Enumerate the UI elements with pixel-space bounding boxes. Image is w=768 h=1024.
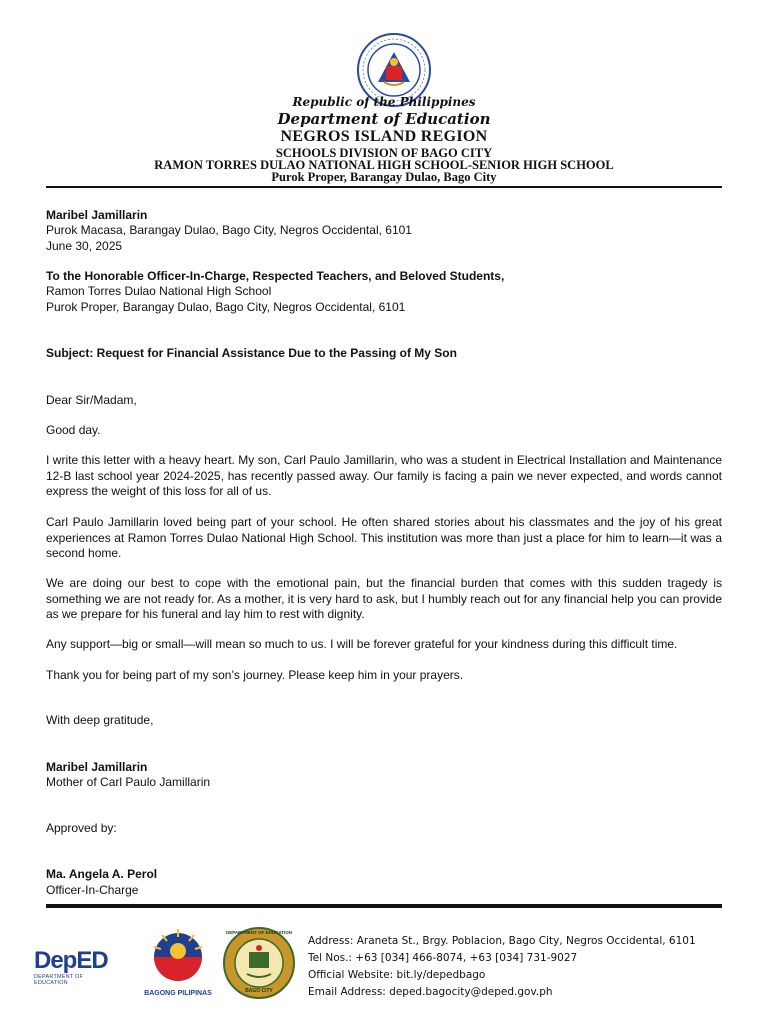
approval-label: Approved by: bbox=[46, 821, 117, 835]
footer-address: Address: Araneta St., Brgy. Poblacion, Bago City, Negros Occidental, 6101 bbox=[308, 935, 696, 947]
footer-divider bbox=[46, 904, 722, 908]
approver-name: Ma. Angela A. Perol bbox=[46, 867, 158, 881]
division-seal-top-text: DEPARTMENT OF EDUCATION bbox=[225, 930, 293, 935]
recipient-line: To the Honorable Officer-In-Charge, Respected Teachers, and Beloved Students, bbox=[46, 269, 505, 283]
division-seal-bottom-text: BAGO CITY bbox=[245, 988, 273, 994]
division-seal bbox=[222, 926, 296, 1000]
signatory-role: Mother of Carl Paulo Jamillarin bbox=[46, 775, 211, 789]
body-paragraph-3: We are doing our best to cope with the emotional pain, but the financial burden that comes with this sudden tragedy is something we are not ready for. As a mother, it is very hard to ask, but I humbly reach out for any financial help you can provide as we prepare for his funeral and lay him to rest with dignity. bbox=[46, 576, 722, 621]
location-heading: Purok Proper, Barangay Dulao, Bago City bbox=[271, 170, 497, 184]
footer-website[interactable]: Official Website: bit.ly/depedbago bbox=[308, 969, 486, 981]
approver-role: Officer-In-Charge bbox=[46, 883, 139, 897]
deped-logo bbox=[34, 948, 118, 996]
department-heading: Department of Education bbox=[277, 110, 491, 128]
footer-email[interactable]: Email Address: deped.bagocity@deped.gov.ph bbox=[308, 986, 553, 998]
opening-line: Good day. bbox=[46, 423, 101, 437]
bagong-pilipinas-emblem-icon bbox=[140, 925, 216, 985]
bagong-pilipinas-logo bbox=[140, 925, 216, 995]
school-heading: RAMON TORRES DULAO NATIONAL HIGH SCHOOL-SENIOR HIGH SCHOOL bbox=[154, 158, 614, 172]
sender-name: Maribel Jamillarin bbox=[46, 208, 148, 222]
recipient-address: Purok Proper, Barangay Dulao, Bago City, Negros Occidental, 6101 bbox=[46, 300, 406, 314]
deped-subtext: DEPARTMENT OF EDUCATION bbox=[34, 974, 84, 986]
sender-address: Purok Macasa, Barangay Dulao, Bago City, Negros Occidental, 6101 bbox=[46, 223, 412, 237]
footer-telephone: Tel Nos.: +63 [034] 466-8074, +63 [034] 731-9027 bbox=[308, 952, 578, 964]
signatory-name: Maribel Jamillarin bbox=[46, 760, 148, 774]
division-heading: SCHOOLS DIVISION OF BAGO CITY bbox=[275, 146, 493, 160]
bagong-pilipinas-text: BAGONG PILIPINAS bbox=[144, 990, 212, 997]
header-divider bbox=[46, 186, 722, 188]
closing-line: With deep gratitude, bbox=[46, 713, 154, 727]
republic-heading: Republic of the Philippines bbox=[292, 95, 476, 109]
body-paragraph-2: Carl Paulo Jamillarin loved being part of your school. He often shared stories about his classmates and the joy of his great experiences at Ramon Torres Dulao National High School. This institution was more than just a place for him to learn—it was a second home. bbox=[46, 515, 722, 560]
greeting: Dear Sir/Madam, bbox=[46, 393, 137, 407]
letter-subject: Subject: Request for Financial Assistance Due to the Passing of My Son bbox=[46, 346, 457, 360]
body-paragraph-1: I write this letter with a heavy heart. My son, Carl Paulo Jamillarin, who was a student in Electrical Installation and Maintenance 12-B last school year 2024-2025, has recently passed away. Our family is facing a pain we never expected, and words cannot express the weight of this loss for all of us. bbox=[46, 453, 722, 498]
letter-date: June 30, 2025 bbox=[46, 239, 123, 253]
region-heading: NEGROS ISLAND REGION bbox=[280, 128, 488, 145]
body-paragraph-5: Thank you for being part of my son’s journey. Please keep him in your prayers. bbox=[46, 668, 464, 682]
recipient-school: Ramon Torres Dulao National High School bbox=[46, 284, 272, 298]
body-paragraph-4: Any support—big or small—will mean so much to us. I will be forever grateful for your kindness during this difficult time. bbox=[46, 637, 678, 651]
deped-wordmark: DepED bbox=[34, 947, 108, 974]
